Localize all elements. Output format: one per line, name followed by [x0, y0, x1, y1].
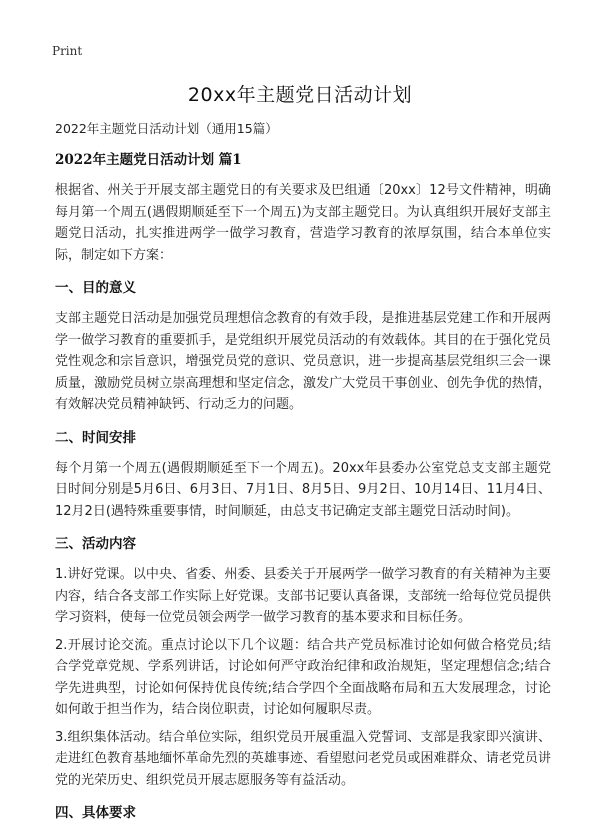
- print-link[interactable]: Print: [52, 44, 83, 58]
- article-heading: 2022年主题党日活动计划 篇1: [55, 152, 242, 168]
- schedule-paragraph: 每个月第一个周五(遇假期顺延至下一个周五)。20xx年县委办公室党总支支部主题党日时间分别是5月6日、6月3日、7月1日、8月5日、9月2日、10月14日、11月4日、12月2日(遇特殊重要事情，时间顺延，由总支书记确定支部主题党日活动时间)。: [55, 460, 551, 519]
- document-subtitle: 2022年主题党日活动计划（通用15篇）: [55, 121, 278, 136]
- section-heading-schedule: 二、时间安排: [55, 429, 136, 446]
- intro-paragraph: 根据省、州关于开展支部主题党日的有关要求及巴组通〔20xx〕12号文件精神，明确每月第一个周五(遇假期顺延至下一个周五)为支部主题党日。为认真组织开展好支部主题党日活动，扎实推进两学一做学习教育，营造学习教育的浓厚氛围，结合本单位实际，制定如下方案：: [55, 183, 551, 263]
- section-heading-requirements: 四、具体要求: [55, 805, 136, 821]
- activity-item-2: 2.开展讨论交流。重点讨论以下几个议题：结合共产党员标准讨论如何做合格党员;结合学党章党规、学系列讲话，讨论如何严守政治纪律和政治规矩，坚定理想信念;结合学先进典型，讨论如何保持优良传统;结合学四个全面战略布局和五大发展理念，讨论如何敢于担当作为，结合岗位职责，讨论如何履职尽责。: [55, 637, 551, 717]
- document-title: 20xx年主题党日活动计划: [187, 84, 413, 106]
- purpose-paragraph: 支部主题党日活动是加强党员理想信念教育的有效手段，是推进基层党建工作和开展两学一做学习教育的重要抓手，是党组织开展党员活动的有效载体。其目的在于强化党员党性观念和宗旨意识，增强党员党的意识、党员意识，进一步提高基层党组织三会一课质量，激励党员树立崇高理想和坚定信念，激发广大党员干事创业、创先争优的热情，有效解决党员精神缺钙、行动乏力的问题。: [55, 311, 551, 412]
- activity-item-1: 1.讲好党课。以中央、省委、州委、县委关于开展两学一做学习教育的有关精神为主要内容，结合各支部工作实际上好党课。支部书记要认真备课，支部统一给每位党员提供学习资料，使每一位党员领会两学一做学习教育的基本要求和目标任务。: [55, 567, 551, 625]
- section-heading-activities: 三、活动内容: [55, 536, 136, 552]
- activity-item-3: 3.组织集体活动。结合单位实际，组织党员开展重温入党誓词、支部是我家即兴演讲、走进红色教育基地缅怀革命先烈的英雄事迹、看望慰问老党员或困难群众、请老党员讲党的光荣历史、组织党员开展志愿服务等有益活动。: [55, 729, 551, 788]
- section-heading-purpose: 一、目的意义: [55, 280, 136, 296]
- document-body: [55, 120, 551, 828]
